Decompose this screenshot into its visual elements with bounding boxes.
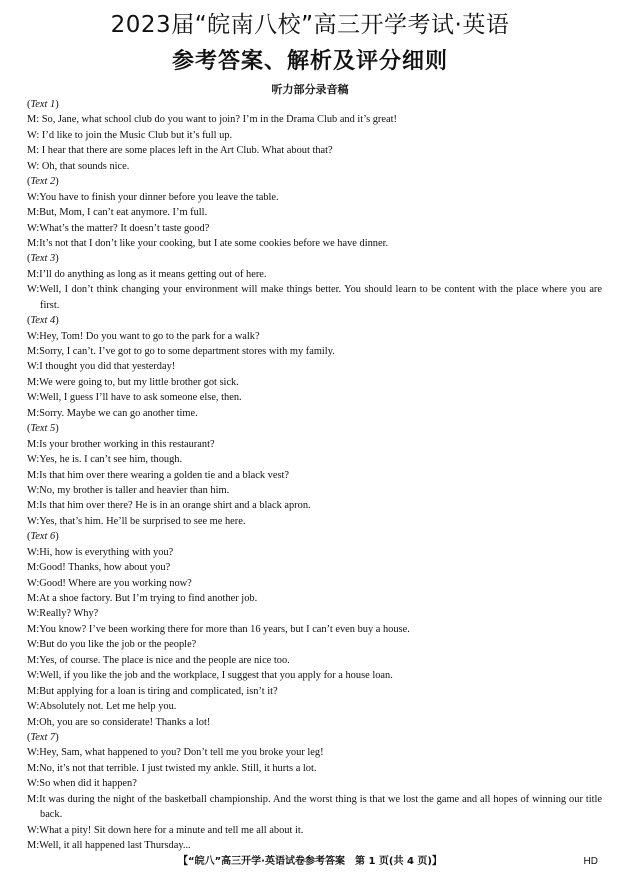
dialogue-line: M:Well, it all happened last Thursday... <box>27 840 191 852</box>
dialogue-line: W:Yes, that’s him. He’ll be surprised to see me here. <box>27 515 246 527</box>
transcript-body <box>27 97 602 854</box>
text-section-label: (Text 5) <box>27 423 59 435</box>
dialogue-line: W: Oh, that sounds nice. <box>27 160 130 172</box>
dialogue-line: W:Well, if you like the job and the workplace, I suggest that you apply for a house loan. <box>27 670 393 682</box>
text-section-label: (Text 4) <box>27 315 59 327</box>
dialogue-line: M:I’ll do anything as long as it means getting out of here. <box>27 268 267 280</box>
dialogue-line: M:But applying for a loan is tiring and complicated, isn’t it? <box>27 685 278 697</box>
dialogue-line: W:Hey, Tom! Do you want to go to the park for a walk? <box>27 330 260 342</box>
dialogue-line: M:It was during the night of the basketball championship. And the worst thing is that we lost the game and all hopes of winning our title back. <box>27 793 602 821</box>
dialogue-line: W:Yes, he is. I can’t see him, though. <box>27 454 183 466</box>
text-section-label: (Text 6) <box>27 531 59 543</box>
dialogue-line: M:Is that him over there wearing a golden tie and a black vest? <box>27 469 289 481</box>
dialogue-line: W:Absolutely not. Let me help you. <box>27 701 177 713</box>
dialogue-line: W:I thought you did that yesterday! <box>27 361 176 373</box>
text-label: Text 4 <box>30 315 56 327</box>
dialogue-line: W:No, my brother is taller and heavier than him. <box>27 484 230 496</box>
text-label: Text 3 <box>30 253 56 265</box>
section-heading: 听力部分录音稿 <box>271 83 349 96</box>
dialogue-line: M:No, it’s not that terrible. I just twisted my ankle. Still, it hurts a lot. <box>27 762 317 774</box>
dialogue-line: W:Well, I guess I’ll have to ask someone else, then. <box>27 392 242 404</box>
dialogue-line: W:Hey, Sam, what happened to you? Don’t tell me you broke your leg! <box>27 747 324 759</box>
dialogue-line: W:Hi, how is everything with you? <box>27 546 174 558</box>
dialogue-line: M:Oh, you are so considerate! Thanks a lot! <box>27 716 211 728</box>
footer-code: HD <box>583 856 598 867</box>
dialogue-line: M:Yes, of course. The place is nice and the people are nice too. <box>27 654 290 666</box>
dialogue-line: M:It’s not that I don’t like your cooking, but I ate some cookies before we have dinner. <box>27 237 389 249</box>
text-section-label: (Text 2) <box>27 176 59 188</box>
dialogue-line: W:What a pity! Sit down here for a minute and tell me all about it. <box>27 824 304 836</box>
dialogue-line: W:Good! Where are you working now? <box>27 577 192 589</box>
dialogue-line: W:You have to finish your dinner before you leave the table. <box>27 191 279 203</box>
dialogue-line: W:Well, I don’t think changing your environment will make things better. You should learn to be content with the place where you are first. <box>27 284 602 311</box>
dialogue-line: W:So when did it happen? <box>27 778 137 790</box>
text-label: Text 7 <box>30 731 56 743</box>
page-footer: 【“皖八”高三开学·英语试卷参考答案 第 1 页(共 4 页)】 <box>178 856 442 867</box>
dialogue-line: M:But, Mom, I can’t eat anymore. I’m full. <box>27 207 208 219</box>
text-section-label: (Text 3) <box>27 253 59 265</box>
text-section-label: (Text 1) <box>27 99 59 110</box>
dialogue-line: M: I hear that there are some places left in the Art Club. What about that? <box>27 145 333 157</box>
dialogue-line: M:You know? I’ve been working there for more than 16 years, but I can’t even buy a house. <box>27 623 410 635</box>
dialogue-line: W:But do you like the job or the people? <box>27 639 197 651</box>
dialogue-line: W:What’s the matter? It doesn’t taste good? <box>27 222 210 234</box>
document-subtitle: 参考答案、解析及评分细则 <box>171 49 448 74</box>
text-label: Text 5 <box>30 423 56 435</box>
dialogue-line: M:Is that him over there? He is in an orange shirt and a black apron. <box>27 500 311 512</box>
dialogue-line: M:Good! Thanks, how about you? <box>27 562 171 574</box>
dialogue-line: M: So, Jane, what school club do you want to join? I’m in the Drama Club and it’s great! <box>27 114 397 126</box>
dialogue-line: M:Is your brother working in this restaurant? <box>27 438 215 450</box>
dialogue-line: M:Sorry. Maybe we can go another time. <box>27 407 198 419</box>
document-title: 2023届“皖南八校”高三开学考试·英语 <box>110 12 510 38</box>
dialogue-line: W:Really? Why? <box>27 608 99 620</box>
text-label: Text 1 <box>30 99 56 110</box>
text-label: Text 2 <box>30 176 56 188</box>
text-section-label: (Text 7) <box>27 731 59 743</box>
dialogue-line: M:Sorry, I can’t. I’ve got to go to some department stores with my family. <box>27 346 335 358</box>
dialogue-line: W: I’d like to join the Music Club but it’s full up. <box>27 129 233 141</box>
dialogue-line: M:We were going to, but my little brother got sick. <box>27 376 239 388</box>
dialogue-line: M:At a shoe factory. But I’m trying to find another job. <box>27 593 258 605</box>
text-label: Text 6 <box>30 531 56 543</box>
